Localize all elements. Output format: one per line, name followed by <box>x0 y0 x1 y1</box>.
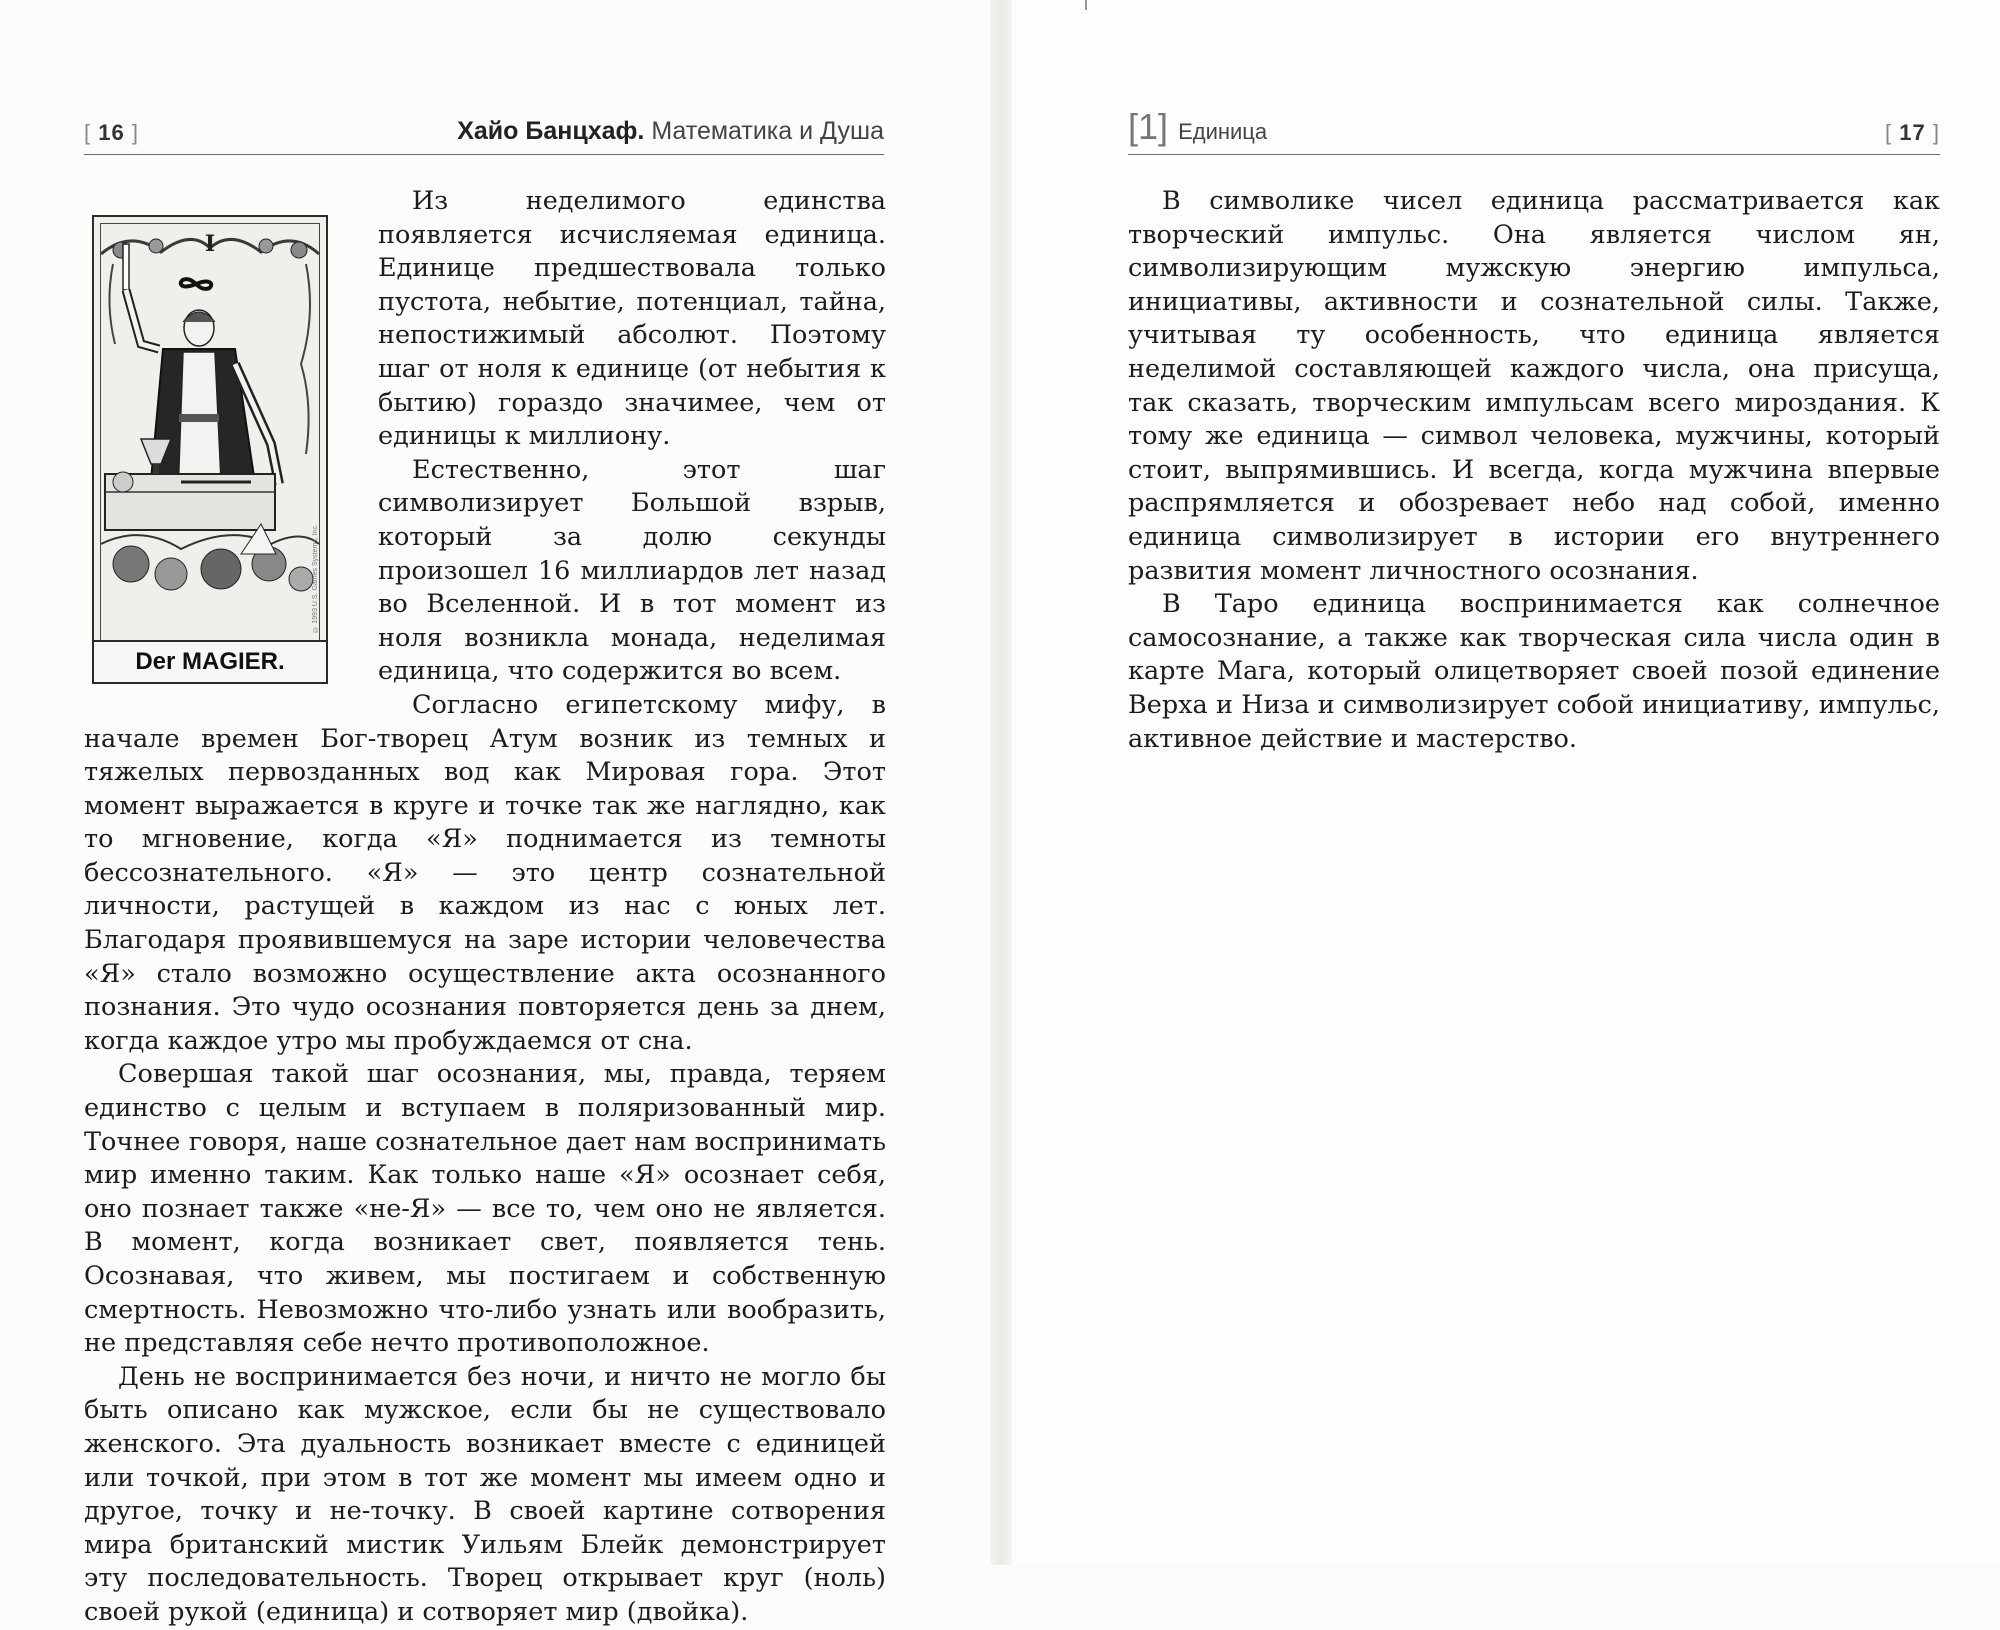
card-caption: Der MAGIER. <box>94 640 326 682</box>
card-artwork-frame <box>100 223 320 676</box>
right-page-number: [ 17 ] <box>1885 120 1940 145</box>
right-running-header <box>1128 108 1940 155</box>
left-page-number-value: 16 <box>98 120 125 145</box>
magician-tarot-card-illustration <box>92 215 328 684</box>
card-copyright: © 1993 U.S. Games Systems, Inc. <box>312 524 320 633</box>
left-paragraph-1: Из неделимого единства появляется исчисляемая единица. Единице предшествовала только пустота, небытие, потенциал, тайна, непостижимый абсолют. Поэтому шаг от ноля к единице (от небытия к бытию) гораздо значимее, чем от единицы к миллиону. <box>378 186 886 452</box>
chapter-title: Единица <box>1178 119 1268 144</box>
left-running-header <box>84 108 884 155</box>
left-page-number: [ 16 ] <box>84 120 139 145</box>
chapter-number: 1 <box>1138 106 1159 147</box>
chapter-heading: [1] Единица <box>1128 106 1268 147</box>
running-title-author: Хайо Банцхаф. <box>457 117 645 145</box>
left-paragraph-5: День не воспринимается без ночи, и ничто не могло бы быть описано как мужское, если бы не существовало женского. Эта дуальность возникает вместе с единицей или точкой, при этом в тот же момент мы имеем одно и другое, точку и не-точку. В своей картине сотворения мира британский мистик Уильям Блейк демонстрирует эту последовательность. Творец открывает круг (ноль) своей рукой (единица) и сотворяет мир (двойка). <box>84 1361 886 1627</box>
right-paragraph-2: В Таро единица воспринимается как солнечное самосознание, а также как творческая сила числа один в карте Мага, который олицетворяет своей позой единение Верха и Низа и символизирует собой инициативу, импульс, активное действие и мастерство. <box>1128 589 1940 754</box>
left-paragraph-2: Естественно, этот шаг символизирует Большой взрыв, который за долю секунды произошел 16 миллиардов лет назад во Вселенной. И в тот момент из ноля возникла монада, неделимая единица, что содержится во всем. <box>378 454 886 687</box>
right-page-number-value: 17 <box>1899 120 1926 145</box>
left-paragraph-3: Согласно египетскому мифу, в начале времен Бог-творец Атум возник из темных и тяжелых первозданных вод как Мировая гора. Этот момент выражается в круге и точке так же наглядно, как то мгновение, когда «Я» поднимается из темноты бессознательного. «Я» — это центр сознательной личности, растущей в каждом из нас с юных лет. Благодаря проявившемуся на заре истории человечества «Я» стало возможно осуществление акта осознанного познания. Это чудо осознания повторяется день за днем, когда каждое утро мы пробуждаемся от сна. <box>84 689 886 1056</box>
card-number: I <box>204 231 216 257</box>
left-paragraph-4: Совершая такой шаг осознания, мы, правда, теряем единство с целым и вступаем в поляризованный мир. Точнее говоря, наше сознательное дает нам воспринимать мир именно таким. Как только наше «Я» осознает себя, оно познает также «не-Я» — все то, чем оно не является. В момент, когда возникает свет, появляется тень. Осознавая, что живем, мы постигаем и собственную смертность. Невозможно что-либо узнать или вообразить, не представляя себе нечто противоположное. <box>84 1059 886 1359</box>
running-title-book: Математика и Душа <box>651 117 884 145</box>
left-body-text <box>84 185 886 1630</box>
book-gutter <box>990 0 1012 1565</box>
right-body-text <box>1128 185 1940 756</box>
running-title <box>457 117 884 146</box>
edge-mark <box>1085 0 1087 10</box>
right-paragraph-1: В символике чисел единица рассматривается как творческий импульс. Она является числом ян, символизирующим мужскую энергию импульса, инициативы, активности и сознательной силы. Также, учитывая ту особенность, что единица является неделимой составляющей каждого числа, она присуща, так сказать, творческим импульсам всего мироздания. К тому же единица — символ человека, мужчины, который стоит, выпрямившись. И всегда, когда мужчина впервые распрямляется и обозревает небо над собой, именно единица символизирует в истории его внутреннего развития момент личностного осознания. <box>1128 186 1940 586</box>
magician-figure-drawing <box>101 224 319 637</box>
